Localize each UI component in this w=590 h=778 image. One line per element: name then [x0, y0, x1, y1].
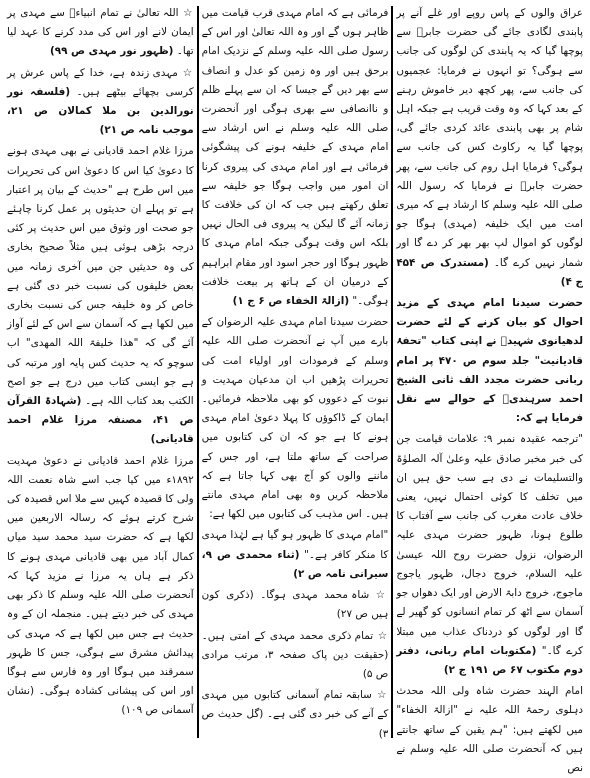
reference: (مکتوبات امام ربانی، دفتر دوم مکتوب ۶۷ ص ۱۹۱ ج ۲) — [396, 644, 583, 676]
star-icon: ☆ — [182, 66, 194, 79]
reference: (ظہور نور مہدی ص ۹۹) — [49, 45, 174, 58]
paragraph-text: فرمائی ہے کہ امام مہدی قرب قیامت میں ظاہر ہوں گے اور وہ اللہ تعالیٰ اور اس کے رسول صلی اللہ علیہ وسلم کے نزدیک امام برحق ہیں اور وہ زمین کو عدل و انصاف سے بھر دیں گے جیسا کہ ان سے پہلے ظلم و ناانصافی سے بھری ہوگی اور آنحضرت صلی اللہ علیہ وسلم نے اس ارشاد سے امام مہدی کے خلیفہ ہونے کی پیشگوئی فرمائی ہے اور امام مہدی کی پیروی کرنا ان امور میں واجب ہوگا جو خلیفہ سے تعلق رکھتے ہیں جب کہ ان کی خلافت کا زمانہ آئے گا لیکن یہ پیروی فی الحال نہیں بلکہ اس وقت ہوگی جبکہ امام مہدی کا ظہور ہوگا اور حجر اسود اور مقام ابراہیم کے درمیان ان کے ہاتھ پر بیعت خلافت ہوگی۔" — [201, 7, 389, 308]
paragraph — [202, 4, 389, 311]
paragraph-text: سابقہ تمام آسمانی کتابوں میں مہدی کے آنے کی خبر دی گئی ہے۔ (گل حدیث ص ۳) — [201, 689, 389, 740]
reference: (ثناء محمدی ص ۹، سیرانی نامہ ص ۲) — [201, 548, 389, 580]
column-middle — [199, 4, 392, 744]
paragraph — [7, 142, 194, 449]
paragraph-text: مہدی زندہ ہے، خدا کے پاس عرش پر کرسی بچھائے بیٹھے ہیں۔ — [7, 66, 194, 98]
paragraph — [396, 430, 583, 680]
paragraph — [7, 4, 194, 62]
paragraph — [202, 313, 389, 524]
star-icon: ☆ — [183, 7, 194, 19]
paragraph-text: حضرت سیدنا امام مہدی علیہ الرضوان کے بارے میں آپ نے آنحضرت صلی اللہ علیہ وسلم کے فرمودات اور اولیاء امت کی تحریرات پڑھیں اب ان مدعیان مہدیت و نبوت کے دعووں کو بھی ملاحظہ فرمائیں۔ ایمان کے ڈاکوؤں کا پہلا دعویٰ امام مہدی ہونے کا ہے جو کہ ان کی کتابوں میں صراحت کے ساتھ ملتا ہے، اور جس کے ماننے والوں کو آج بھی کہا جاتا ہے کہ ملاحظہ کریں وہ بھی امام مہدی مانتے ہیں۔ اس مذہب کی کتابوں میں لکھا ہے: — [201, 316, 389, 521]
paragraph-text: عراق والوں کے پاس روپے اور غلے آنے پر پابندی لگادی جائے گی حضرت جابرؓ سے پوچھا گیا کہ یہ پابندی کن لوگوں کی جانب سے ہوگی؟ تو انہوں نے فرمایا: عجمیوں کی جانب سے، پھر کچھ دیر خاموش رہنے کے بعد کہا کہ وہ وقت قریب ہے جبکہ اہل شام پر بھی پابندی عائد کردی جائے گی، پوچھا گیا یہ رکاوٹ کس کی جانب سے ہوگی؟ فرمایا اہل روم کی جانب سے، پھر حضرت جابرؓ نے فرمایا کہ رسول اللہ صلی اللہ علیہ وسلم کا ارشاد ہے کہ میری امت میں ایک خلیفہ (مہدی) ہوگا جو لوگوں کو اموال لپ بھر بھر کر دے گا اور شمار نہیں کرے گا۔ — [396, 7, 583, 269]
reference: (فلسفہ نور نورالدین بن ملا کمالان ص ۲۱، موجب نامہ ص ۲۱) — [7, 85, 194, 137]
paragraph-text: شاہ محمد مہدی ہوگا۔ (ذکری کون ہیں ص ۲۷) — [201, 589, 389, 621]
paragraph-text: مرزا غلام احمد قادیانی نے بھی مہدی ہونے کا دعویٰ کیا اس کا دعویٰ اس کی تحریرات میں اس طرح ہے "حدیث کے بیان پر اعتبار ہے تو پہلے ان حدیثوں پر عمل کرنا چاہئے جو صحت اور وثوق میں اس حدیث پر کئی درجہ بڑھی ہوئی ہیں مثلاً صحیح بخاری کی وہ حدیثیں جن میں آخری زمانہ میں بعض خلیفوں کی نسبت خبر دی گئی ہے خاص کر وہ خلیفہ جس کی نسبت بخاری میں لکھا ہے کہ آسمان سے اس کے لئے آواز آئے گی کہ "ھذا خلیفۃ اللہ المھدی" اب سوچو کہ یہ حدیث کس پایہ اور مرتبہ کی ہے جو ایسی کتاب میں درج ہے جو اصح الکتب بعد کتاب اللہ ہے۔ — [7, 145, 194, 408]
paragraph-text: "ترجمہ عقیدہ نمبر ۹: علامات قیامت جن کی خبر مخبر صادق علیہ وعلیٰ آلہ الصلوٰۃ والتسلیمات نے دی ہے سب حق ہیں ان میں تخلف کا کوئی احتمال نہیں، یعنی خلاف عادت مغرب کی جانب سے آفتاب کا طلوع ہونا، ظہور حضرت مہدی علیہ الرضوان، نزول حضرت روح اللہ عیسیٰ علیہ السلام، خروج دجال، ظہور یاجوج ماجوج، خروج دابۃ الارض اور ایک دھواں جو آسمان سے اٹھ کر تمام انسانوں کو گھیر لے گا اور لوگوں کو دردناک عذاب میں مبتلا کرے گا۔" — [396, 433, 583, 657]
paragraph — [202, 686, 389, 744]
star-icon: ☆ — [375, 589, 389, 602]
paragraph — [202, 586, 389, 624]
star-icon: ☆ — [377, 629, 389, 642]
paragraph-text: "امام مہدی کا ظہور ہو گیا ہے لہٰذا مہدی کا منکر کافر ہے۔" — [201, 529, 389, 561]
paragraph-text: امام الہند حضرت شاہ ولی اللہ محدث دہلوی رحمۃ اللہ علیہ نے "ازالۃ الخفاء" میں لکھتے ہیں: "ہم یقین کے ساتھ جانتے ہیں کہ آنحضرت صلی اللہ علیہ وسلم نے نص — [396, 685, 583, 774]
reference: (ازالۃ الخفاء ص ۶ ج ۱) — [232, 295, 350, 308]
column-left — [4, 4, 197, 744]
reference: (مستدرک ص ۴۵۴ ج ۴) — [396, 256, 583, 288]
paragraph-text: تمام ذکری محمد مہدی کے امتی ہیں۔ (حقیقت دین پاک صفحہ ۳، مرتب مرادی ص ۵) — [201, 629, 389, 680]
column-right — [393, 4, 586, 774]
paragraph — [396, 682, 583, 778]
paragraph-text: حضرت سیدنا امام مہدی کے مزید احوال کو بیان کرنے کے لئے حضرت لدھیانوی شہیدؒ نے اپنی کتاب "تحفۂ قادیانیت" جلد سوم ص ۴۷۰ پر امام ربانی حضرت مجدد الف ثانی الشیخ احمد سرہندیؒ کے حوالے سے نقل فرمایا ہے کہ: — [396, 297, 583, 425]
paragraph — [396, 294, 583, 428]
paragraph — [7, 452, 194, 721]
paragraph — [396, 4, 583, 292]
paragraph — [202, 627, 389, 685]
paragraph — [7, 64, 194, 141]
paragraph-text: مرزا غلام احمد قادیانی نے دعویٰ مہدیت ۱۸۹۲ء میں کیا جب اسے شاہ نعمت اللہ ولی کا قصیدہ کہیں سے ملا اس قصیدہ کی شرح کرتے ہوئے کہ رسالہ الاربعین میں لکھا ہے کہ حضرت سید محمد سید میاں کمال آباد میں بھی قادیانی مہدی ہونے کا ذکر ہے ہاں یہ مرزا نے مزید کہا کہ آنحضرت صلی اللہ علیہ وسلم کا ذکر بھی مہدی کی خبر دیتے ہیں۔ منجملہ ان کے وہ حدیث ہے جس میں لکھا ہے کہ مہدی کی پیدائش مشرق سے ہوگی، جس کا ظہور سمرقند میں ہوگا اور وہ فارس سے ہوگا اور اس کی پیشانی کشادہ ہوگی۔ (نشان آسمانی ص ۱۰۹) — [7, 454, 194, 717]
star-icon: ☆ — [377, 689, 389, 702]
paragraph-text: اللہ تعالیٰ نے تمام انبیاءؑ سے مہدی پر ایمان لانے اور اس کی مدد کرنے کا عہد لیا تھا۔ — [7, 7, 194, 58]
reference: (شہادۃ القرآن ص ۴۱، مصنفہ مرزا غلام احمد قادیانی) — [7, 395, 194, 446]
paragraph — [202, 526, 389, 584]
